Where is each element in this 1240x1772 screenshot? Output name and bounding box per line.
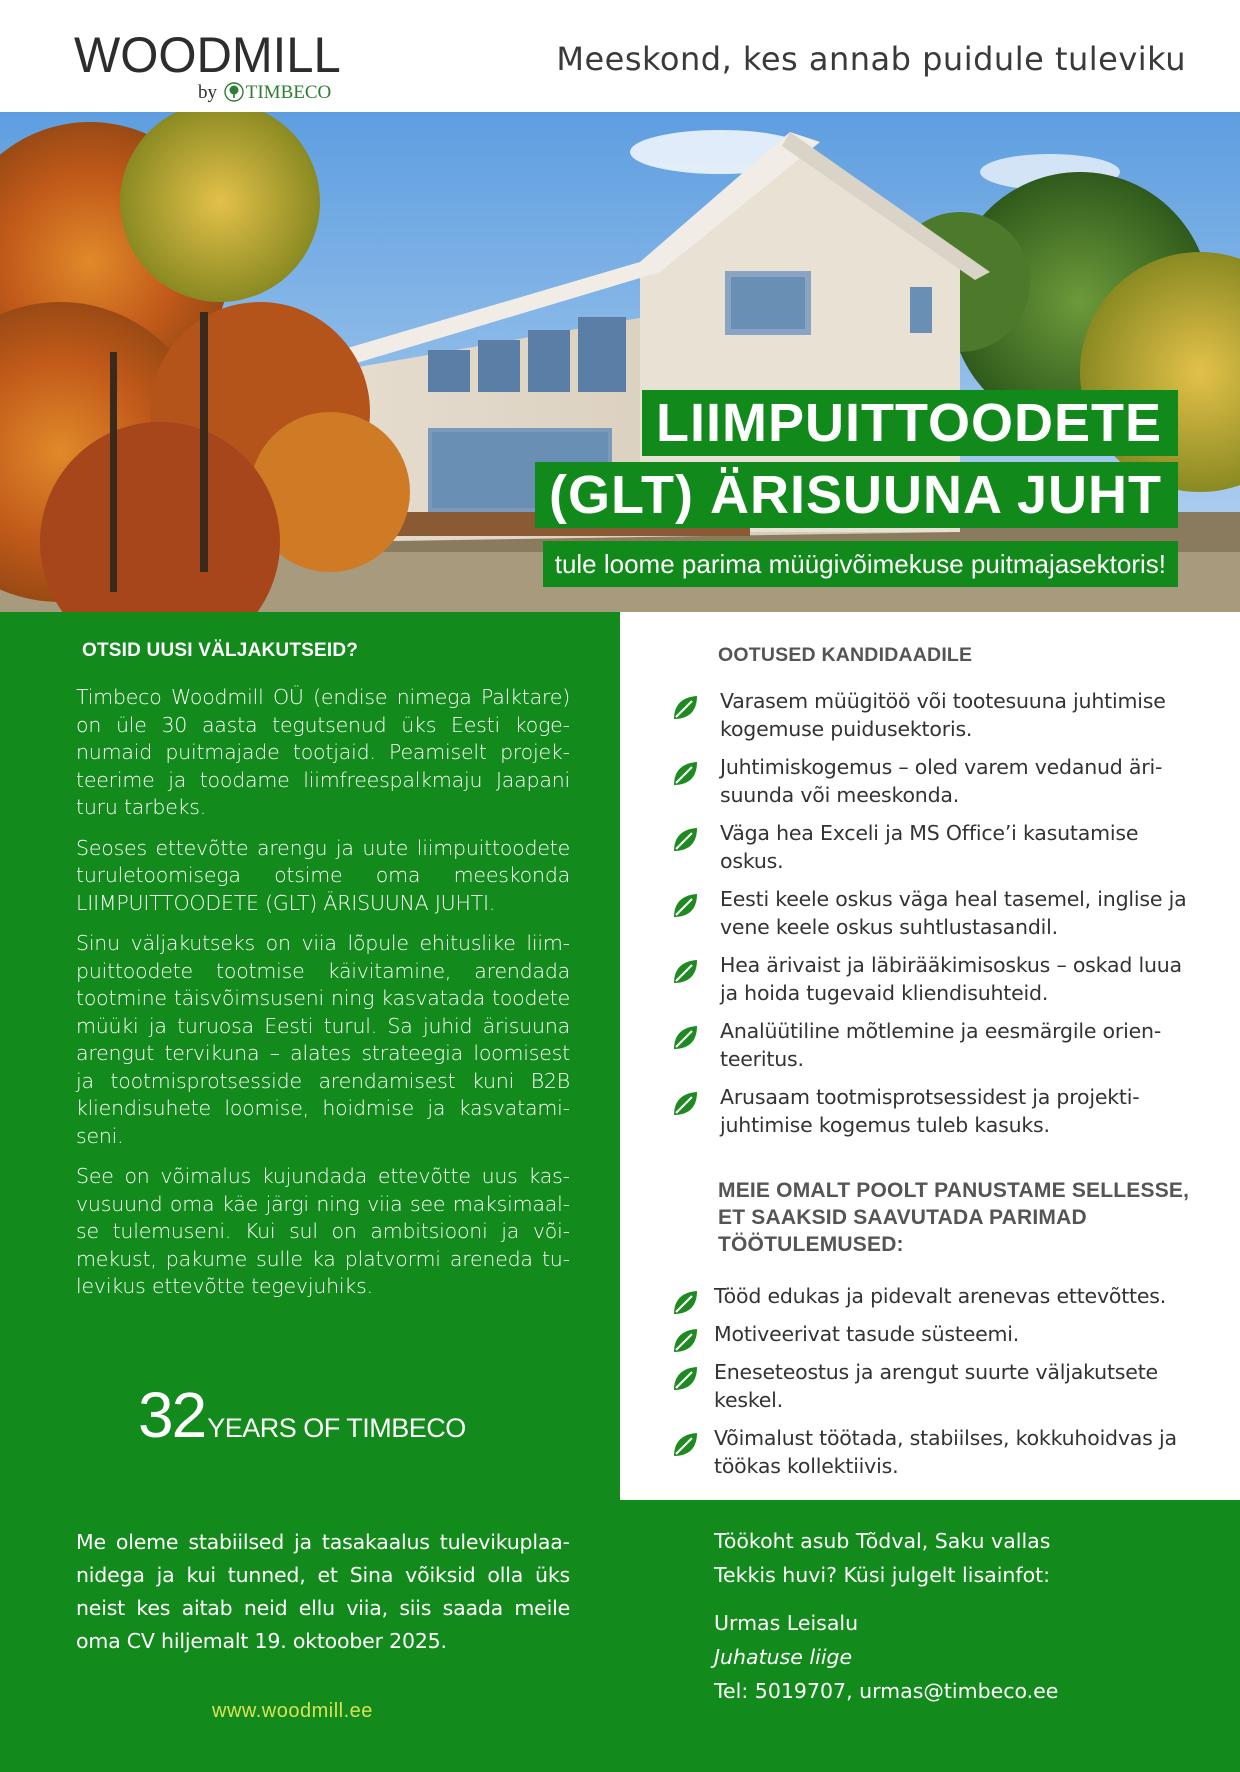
- job-title-block: [535, 390, 1178, 528]
- intro-paragraph: Timbeco Woodmill OÜ (endise nimega Palktare) on üle 30 aasta tegutsenud üks Eesti kogenumaid puitmajade tootjaid. Peamiselt projekteerime ja toodame liimfreespalkmaju Jaapani turu tarbeks.: [76, 685, 570, 819]
- offer-item: [670, 1320, 1190, 1348]
- requirement-text: Arusaam tootmisprotsessidest ja projektijuhtimise kogemus tuleb kasuks.: [720, 1085, 1140, 1137]
- intro-heading: OTSID UUSI VÄLJAKUTSEID?: [82, 640, 359, 661]
- leaf-icon: [670, 1023, 700, 1053]
- leaf-icon: [670, 1364, 700, 1394]
- hero-house-photo: [0, 112, 1240, 612]
- requirement-item: [670, 1017, 1190, 1073]
- leaf-icon: [670, 1430, 700, 1460]
- requirement-text: Juhtimiskogemus – oled varem vedanud ärisuunda või meeskonda.: [720, 755, 1163, 807]
- logo-brand: TIMBECO: [245, 82, 332, 103]
- offer-text: Tööd edukas ja pidevalt arenevas ettevõttes.: [714, 1284, 1167, 1308]
- contact-name: Urmas Leisalu: [714, 1611, 859, 1635]
- years-badge: [138, 1378, 466, 1452]
- logo-by-text: by: [198, 82, 217, 103]
- requirement-text: Hea ärivaist ja läbirääkimisoskus – oskad luua ja hoida tugevaid kliendisuhteid.: [720, 953, 1182, 1005]
- requirement-item: [670, 819, 1190, 875]
- job-location: Töökoht asub Tõdval, Saku vallas: [714, 1529, 1051, 1553]
- logo-wordmark: WOODMILL: [74, 27, 341, 83]
- requirement-text: Eesti keele oskus väga heal tasemel, inglise ja vene keele oskus suhtlustasandil.: [720, 887, 1187, 939]
- requirement-text: Analüütiline mõtlemine ja eesmärgile orienteeritus.: [720, 1019, 1162, 1071]
- requirement-item: [670, 885, 1190, 941]
- requirement-item: [670, 1083, 1190, 1139]
- leaf-icon: [670, 1326, 700, 1356]
- header-tagline: Meeskond, kes annab puidule tuleviku: [556, 40, 1186, 78]
- offer-text: Motiveerivat tasude süsteemi.: [714, 1322, 1020, 1346]
- years-number: 32: [138, 1379, 206, 1451]
- intro-section: [76, 640, 570, 1314]
- offer-text: Võimalust töötada, stabiilses, kokkuhoidvas ja töökas kollektiivis.: [714, 1426, 1177, 1478]
- leaf-icon: [670, 693, 700, 723]
- leaf-icon: [670, 891, 700, 921]
- offers-heading: MEIE OMALT POOLT PANUSTAME SELLESSE, ET SAAKSID SAAVUTADA PARIMAD TÖÖTULEMUSED:: [718, 1179, 1190, 1256]
- contact-phone-email[interactable]: Tel: 5019707, urmas@timbeco.ee: [714, 1679, 1059, 1703]
- leaf-icon: [670, 1089, 700, 1119]
- leaf-icon: [670, 759, 700, 789]
- hero-subtitle: tule loome parima müügivõimekuse puitmajasektoris!: [543, 541, 1178, 587]
- closing-text: Me oleme stabiilsed ja tasakaalus tulevikuplaanidega ja kui tunned, et Sina võiksid olla üks neist kes aitab neid ellu viia, siis saada meile oma CV hiljemalt 19. oktoober 2025.: [76, 1530, 570, 1653]
- offer-text: Eneseteostus ja arengut suurte väljakutsete keskel.: [714, 1360, 1158, 1412]
- logo-byline: [198, 82, 331, 104]
- website-link[interactable]: www.woodmill.ee: [212, 1700, 373, 1722]
- leaf-icon: [670, 1288, 700, 1318]
- intro-paragraph: See on võimalus kujundada ettevõtte uus kasvusuund oma käe järgi ning viia see maksimaalse tulemuseni. Kui sul on ambitsiooni ja võimekust, pakume sulle ka platvormi areneda tulevikus ettevõtte tegevjuhiks.: [76, 1164, 570, 1298]
- years-label: YEARS OF TIMBECO: [207, 1413, 466, 1443]
- woodmill-logo: [74, 27, 346, 103]
- requirements-heading: OOTUSED KANDIDAADILE: [718, 644, 973, 666]
- leaf-icon: [670, 957, 700, 987]
- requirements-section: [670, 640, 1190, 1490]
- leaf-icon: [670, 825, 700, 855]
- requirement-text: Varasem müügitöö või tootesuuna juhtimise kogemuse puidusektoris.: [720, 689, 1166, 741]
- intro-paragraph: Sinu väljakutseks on viia lõpule ehituslike liimpuittoodete tootmise käivitamine, arendada tootmine täisvõimsuseni ning kasvatada toodete müüki ja turuosa Eesti turul. Sa juhid ärisuuna arengut tervikuna – alates strateegia loomisest ja tootmisprotsesside arendamisest kuni B2B kliendisuhete loomise, hoidmise ja kasvatamiseni.: [76, 931, 570, 1148]
- offer-item: [670, 1424, 1190, 1480]
- offer-item: [670, 1358, 1190, 1414]
- tree-icon: [224, 82, 244, 102]
- requirement-item: [670, 753, 1190, 809]
- job-title-line-2: (GLT) ÄRISUUNA JUHT: [535, 462, 1178, 528]
- contact-prompt: Tekkis huvi? Küsi julgelt lisainfot:: [714, 1563, 1051, 1587]
- contact-section: [714, 1524, 1058, 1708]
- hero-banner: [0, 112, 1240, 612]
- requirement-item: [670, 687, 1190, 743]
- job-title-line-1: LIIMPUITTOODETE: [642, 390, 1178, 456]
- requirement-item: [670, 951, 1190, 1007]
- page-header: [0, 0, 1240, 112]
- intro-paragraph: Seoses ettevõtte arengu ja uute liimpuittoodete turuletoomisega otsime oma meeskonda LIIMPUITTOODETE (GLT) ÄRISUUNA JUHTI.: [76, 835, 570, 915]
- requirement-text: Väga hea Exceli ja MS Office’i kasutamise oskus.: [720, 821, 1139, 873]
- contact-role: Juhatuse liige: [714, 1645, 853, 1669]
- offer-item: [670, 1282, 1190, 1310]
